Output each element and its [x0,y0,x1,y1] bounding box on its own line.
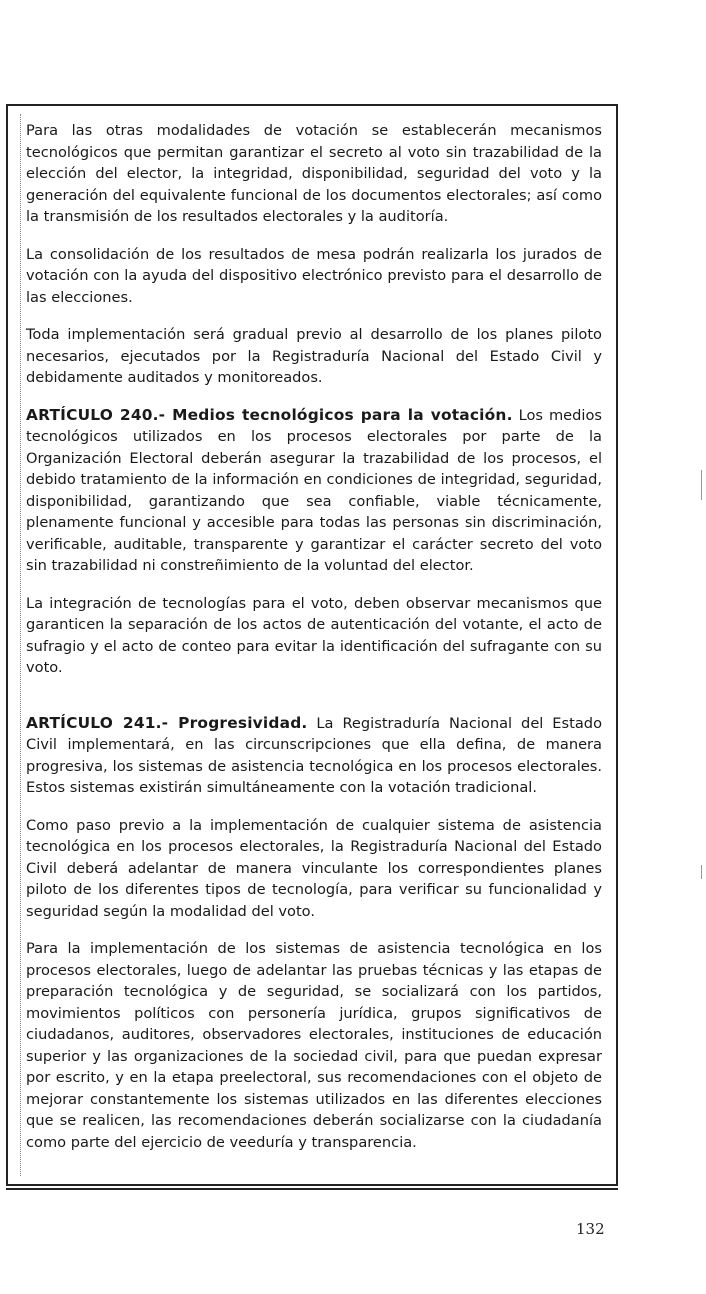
paragraph-text: Para las otras modalidades de votación se establecerán mecanismos tecnológicos que permitan garantizar el secreto al voto sin trazabilidad de la elección del elector, la integridad, disponibilidad, seguridad del voto y la generación del equivalente funcional de los documentos electorales; así como la transmisión de los resultados electorales y la auditoría. [26,122,602,225]
paragraph-technology-integration [26,593,602,679]
article-241-heading: ARTÍCULO 241.- Progresividad. [26,713,308,732]
paragraph-text: Como paso previo a la implementación de cualquier sistema de asistencia tecnológica en los procesos electorales, la Registraduría Nacional del Estado Civil deberá adelantar de manera vinculante los correspondientes planes piloto de los diferentes tipos de tecnología, para verificar su funcionalidad y seguridad según la modalidad del voto. [26,816,602,920]
paragraph-voting-modalities [26,120,602,228]
scan-mark [701,470,702,500]
paragraph-text: Para la implementación de los sistemas de asistencia tecnológica en los procesos electorales, luego de adelantar las pruebas técnicas y las etapas de preparación tecnológica y de seguridad, se socializará con los partidos, movimientos políticos con personería jurídica, grupos significativos de ciudadanos, auditores, observadores electorales, instituciones de educación superior y las organizaciones de la sociedad civil, para que puedan expresar por escrito, y en la etapa preelectoral, sus recomendaciones con el objeto de mejorar constantemente los sistemas utilizados en las diferentes elecciones que se realicen, las recomendaciones deberán socializarse con la ciudadanía como parte del ejercicio de veeduría y transparencia. [26,940,602,1151]
scan-mark [701,865,702,879]
paragraph-text: La integración de tecnologías para el voto, deben observar mecanismos que garanticen la separación de los actos de autenticación del votante, el acto de sufragio y el acto de conteo para evitar la identificación del sufragante con su voto. [26,594,602,676]
paragraph-pilot-plans [26,815,602,923]
paragraph-socialization [26,938,602,1153]
frame-inner-line [20,114,21,1176]
article-240 [26,405,602,577]
article-240-heading: ARTÍCULO 240.- Medios tecnológicos para la votación. [26,405,513,424]
paragraph-text: Toda implementación será gradual previo al desarrollo de los planes piloto necesarios, ejecutados por la Registraduría Nacional del Estado Civil y debidamente auditados y monitoreados. [26,326,602,386]
document-body [26,120,602,1169]
paragraph-text: La consolidación de los resultados de mesa podrán realizarla los jurados de votación con la ayuda del dispositivo electrónico previsto para el desarrollo de las elecciones. [26,245,602,306]
article-240-text: Los medios tecnológicos utilizados en los procesos electorales por parte de la Organización Electoral deberán asegurar la trazabilidad de los procesos, el debido tratamiento de la información en condiciones de integridad, seguridad, disponibilidad, garantizando que sea confiable, viable técnicamente, plenamente funcional y accesible para todas las personas sin discriminación, verificable, auditable, transparente y garantizar el carácter secreto del voto sin trazabilidad ni constreñimiento de la voluntad del elector. [26,406,603,574]
paragraph-results-consolidation [26,244,602,309]
article-241-text: La Registraduría Nacional del Estado Civil implementará, en las circunscripciones que ella defina, de manera progresiva, los sistemas de asistencia tecnológica en los procesos electorales. Estos sistemas existirán simultáneamente con la votación tradicional. [26,714,602,796]
paragraph-gradual-implementation [26,324,602,389]
article-241 [26,713,602,799]
page-number: 132 [576,1220,605,1238]
